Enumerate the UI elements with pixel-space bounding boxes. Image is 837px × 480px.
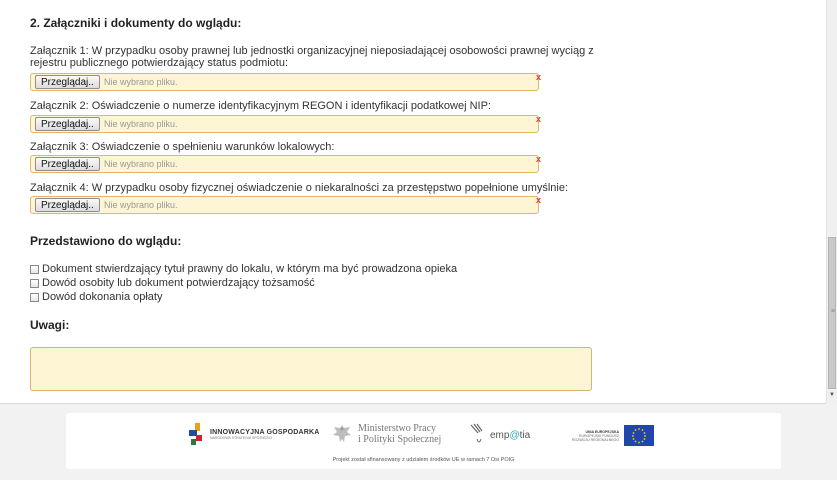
logo-empatia <box>469 423 530 447</box>
attachment-3-file-input[interactable] <box>30 155 539 173</box>
presented-title: Przedstawiono do wglądu: <box>30 234 182 248</box>
attachment-4-file-status: Nie wybrano pliku. <box>104 200 178 210</box>
presented-item-1-checkbox[interactable] <box>30 265 39 274</box>
presented-item-3[interactable] <box>30 291 162 304</box>
ministry-line-1: Ministerstwo Pracy <box>358 423 437 434</box>
scroll-down-arrow-icon[interactable]: ▼ <box>829 392 835 398</box>
footer-logos <box>66 413 781 469</box>
attachment-4-remove-icon[interactable]: x <box>535 195 541 205</box>
vertical-scrollbar[interactable] <box>826 0 837 403</box>
presented-item-3-label: Dowód dokonania opłaty <box>42 291 163 303</box>
polish-eagle-icon <box>331 423 353 445</box>
attachment-2-remove-icon[interactable]: x <box>535 114 541 124</box>
attachment-2-browse-button[interactable]: Przeglądaj.. <box>35 117 100 131</box>
attachment-3-label: Załącznik 3: Oświadczenie o spełnieniu warunków lokalowych: <box>30 141 335 153</box>
eu-line-1: UNIA EUROPEJSKA <box>585 429 619 434</box>
innovation-logo-name: INNOWACYJNA GOSPODARKA <box>210 428 320 436</box>
attachment-4-browse-button[interactable]: Przeglądaj.. <box>35 198 100 212</box>
attachment-1-browse-button[interactable]: Przeglądaj.. <box>35 75 100 89</box>
scrollbar-grip-icon: ≡ <box>831 308 836 315</box>
attachment-2-file-input[interactable] <box>30 115 539 133</box>
logo-eu <box>563 425 654 446</box>
attachment-3-file-status: Nie wybrano pliku. <box>104 159 178 169</box>
logo-innowacyjna-gospodarka <box>189 423 320 445</box>
logo-ministry <box>331 423 441 445</box>
scrollbar-thumb[interactable] <box>828 237 836 389</box>
presented-item-1[interactable] <box>30 263 457 276</box>
section-title: 2. Załączniki i dokumenty do wglądu: <box>30 16 242 30</box>
attachment-2-file-status: Nie wybrano pliku. <box>104 119 178 129</box>
attachment-1-file-input[interactable] <box>30 73 539 91</box>
attachment-3-remove-icon[interactable]: x <box>535 154 541 164</box>
ministry-line-2: i Polityki Społecznej <box>358 434 442 445</box>
attachment-1-remove-icon[interactable]: x <box>535 72 541 82</box>
notes-textarea[interactable] <box>30 347 592 391</box>
innovation-logo-sub: NARODOWA STRATEGIA SPÓJNOŚCI <box>210 435 273 440</box>
presented-item-2[interactable] <box>30 277 315 290</box>
attachment-2-label: Załącznik 2: Oświadczenie o numerze identyfikacyjnym REGON i identyfikacji podatkowej NIP: <box>30 100 491 112</box>
attachment-4-file-input[interactable] <box>30 196 539 214</box>
eu-line-3: ROZWOJU REGIONALNEGO <box>571 437 619 442</box>
empatia-prefix: emp <box>490 429 510 441</box>
eu-line-2: EUROPEJSKI FUNDUSZ <box>579 433 619 438</box>
eu-flag-icon <box>624 425 654 446</box>
presented-item-2-label: Dowód osobity lub dokument potwierdzający tożsamość <box>42 277 315 289</box>
presented-item-3-checkbox[interactable] <box>30 293 39 302</box>
presented-item-1-label: Dokument stwierdzający tytuł prawny do lokalu, w którym ma być prowadzona opieka <box>42 263 458 275</box>
innovation-logo-icon <box>189 423 205 445</box>
empatia-suffix: tia <box>519 429 531 441</box>
attachment-3-browse-button[interactable]: Przeglądaj.. <box>35 157 100 171</box>
empatia-at: @ <box>509 429 520 441</box>
attachment-4-label: Załącznik 4: W przypadku osoby fizycznej oświadczenie o niekaralności za przestępstwo popełnione umyślnie: <box>30 182 569 194</box>
notes-title: Uwagi: <box>30 318 70 332</box>
attachment-1-file-status: Nie wybrano pliku. <box>104 77 178 87</box>
attachment-1-label: Załącznik 1: W przypadku osoby prawnej lub jednostki organizacyjnej nieposiadającej osobowości prawnej wyciąg z rejestru publicznego potwierdzający status podmiotu: <box>30 45 594 69</box>
presented-item-2-checkbox[interactable] <box>30 279 39 288</box>
empatia-wave-icon <box>469 423 487 447</box>
footer-funding-note: Projekt został sfinansowany z udziałem środków UE w ramach 7 Osi POIG <box>332 457 515 463</box>
